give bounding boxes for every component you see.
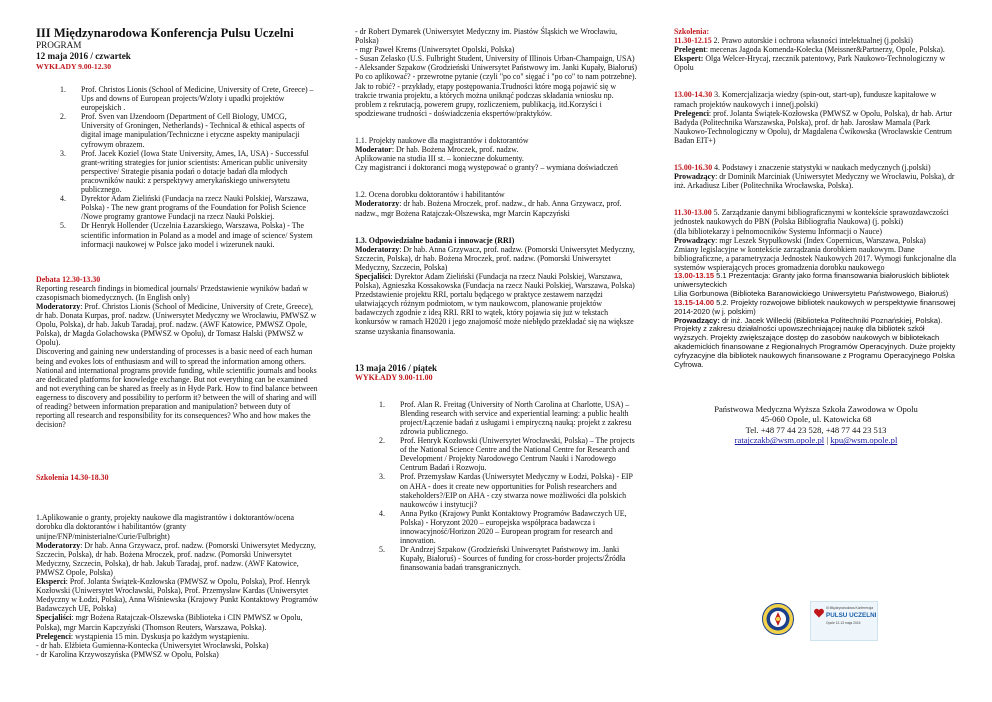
email-link-1[interactable]: ratajczakb@wsm.opole.pl <box>734 435 825 446</box>
session-1-2-moderators: Moderatorzy: dr hab. Bożena Mroczek, prof. nadzw., dr hab. Anna Grzywacz, prof. nadzw., mgr Bożena Ratajczak-Olszewska, mgr Marcin Kapczyński <box>355 199 622 218</box>
conference-logo <box>810 601 878 641</box>
program-label: PROGRAM <box>36 40 82 50</box>
session-1-1-line: Aplikowanie na studia III st. – konieczne dokumenty. <box>355 154 524 164</box>
column-right <box>674 0 958 446</box>
day2-lectures-heading: WYKŁADY 9.00-11.00 <box>355 372 433 382</box>
session-1-2-title: 1.2. Ocena dorobku doktorantów i habilitantów <box>355 190 505 200</box>
university-seal-logo <box>762 603 794 635</box>
seal-icon <box>762 603 794 635</box>
training-heading: Szkolenia 14.30-18.30 <box>36 473 109 483</box>
why-apply-text: Po co aplikować? - przewrotne pytanie (czyli "po co" sięgać i "po co" to nam potrzebne). Jak to robić? - przykłady, etapy postępowania.Trudności które mogą pojawić się w trakcie trwania projektu, a których można uniknąć podczas składania wniosku np. problem z rekrutacją, powerem grupy, rozliczeniem, publikacją, itd.Korzyści i spodziewane trudności - doświadczenia ekspertów/praktyków. <box>355 72 637 118</box>
day2-lecture-list <box>355 400 637 573</box>
column-middle <box>355 0 637 573</box>
training-4-title: 15.00-16.30 4. Podstawy i znaczenie statystyki w naukach medycznych (j.polski) <box>674 163 931 173</box>
session-1-3-title: 1.3. Odpowiedzialne badania i innowacje (RRI) <box>355 235 515 245</box>
list-item: 5. Dr Henryk Hollender (Uczelnia Łazarskiego, Warszawa, Polska) - The scientific information in Poland as a model and image of science/ System informacji naukowej w Polsce jako model i wizerunek nauki. <box>60 221 313 249</box>
list-item: 2. Prof. Henryk Kozłowski (Uniwersytet Wrocławski, Polska) – The projects of the National Science Centre and the National Centre for Research and Development / Projekty Narodowego Centrum Nauki i Narodowego Centrum Badań i Rozwoju. <box>379 436 635 473</box>
training-5-lead: Prowadzący: mgr Leszek Stypułkowski (Index Copernicus, Warszawa, Polska) <box>674 235 926 245</box>
training-5-description: Zmiany legislacyjne w kontekście zarządzania dorobkiem naukowym. Dane bibliograficzne, a parametryzacja Jednostek Naukowych 2017. Wymogi funkcjonalne dla systemów wspierających proces gromadzenia dorobku naukowego <box>674 244 957 272</box>
debate-moderators: Moderatorzy: Prof. Christos Lionis (School of Medicine, University of Crete, Greece), dr hab. Donata Kurpas, prof. nadzw. (Uniwersytet Medyczny we Wrocławiu, PMWSZ w Opolu, Polska), dr hab. Jakub Taradaj, prof. nadzw. (AWF Katowice, PMWSZ Opole, Polska), dr Magda Golachowska (PMWSZ w Opolu), dr Tomasz Halski (PMWSZ w Opolu). <box>36 301 317 348</box>
list-item: 1. Prof. Christos Lionis (School of Medicine, University of Crete, Greece) – Ups and downs of European projects/Wzloty i upadki projektów europejskich . <box>60 85 314 113</box>
list-item: 5. Dr Andrzej Szpakow (Grodzieński Uniwersytet Państwowy im. Janki Kupały, Białoruś) - Sources of funding for cross-border projects/Źródła finansowania badań transgranicznych. <box>379 545 626 573</box>
training-1-presenters: Prelegenci: wystąpienia 15 min. Dyskusja po każdym wystąpieniu. <box>36 631 250 641</box>
training-5-1-person: Lilia Gorbunowa (Biblioteka Baranowickiego Uniwersytetu Państwowego, Białoruś) <box>674 288 949 298</box>
training-5-title: 11.30-13.00 5. Zarządzanie danymi bibliograficznymi w kontekście sprawozdawczości jednostek naukowych do PBN (Polska Bibliografia Naukowa) (j. polski) <box>674 208 949 227</box>
list-item: 3. Prof. Przemysław Kardas (Uniwersytet Medyczny w Łodzi, Polska) - EIP on AHA - does it create new opportunities for Polish researchers and stakeholders?/EIP on AHA - czy stwarza nowe możliwości dla polskich naukowców i instytucji? <box>379 472 633 509</box>
session-1-3-description: Przedstawienie projektu RRI, portalu będącego w praktyce zestawem narzędzi ułatwiających różnym podmiotom, w tym naukowcom, planowanie projektów badawczych zgodnie z ideą RRI. RRI to wątek, który pojawia się już w tekstach konkursów w ramach H2020 i jego znajomość może niebłędo przekładać się na większe szanse uzyskania finansowania. <box>355 290 634 336</box>
page-title: III Międzynarodowa Konferencja Pulsu Uczelni <box>36 26 294 40</box>
training-2-title: 11.30-12.15 2. Prawo autorskie i ochrona własności intelektualnej (j.polski) <box>674 36 913 46</box>
training-2-presenter: Prelegent: mecenas Jagoda Komenda-Kołecka (Meissner&Partnerzy, Opole, Polska). <box>674 45 945 55</box>
day1-date: 12 maja 2016 / czwartek <box>36 51 131 61</box>
training-1-moderators: Moderatorzy: Dr hab. Anna Grzywacz, prof. nadzw. (Pomorski Uniwersytet Medyczny, Szczecin, Polska), dr hab. Bożena Mroczek, prof. nadzw. (Pomorski Uniwersytet Medyczny, Szczecin, Polska), dr hab. Jakub Taradaj, prof. nadzw. (AWF Katowice, PMWSZ Opole, Polska) <box>36 540 316 577</box>
session-1-1-line: Czy magistranci i doktoranci mogą występować o granty? – wymiana doświadczeń <box>355 163 618 173</box>
session-1-3-specialists: Specjaliści: Dyrektor Adam Zieliński (Fundacja na rzecz Nauki Polskiej, Warszawa, Polska), Agnieszka Kossakowska (Fundacja na rzecz Nauki Polskiej, Warszawa, Polska) <box>355 271 635 291</box>
day1-lectures-heading: WYKŁADY 9.00-12.30 <box>36 62 112 71</box>
speaker-line: - Aleksander Szpakow (Grodzieński Uniwersytet Państwowy im. Janki Kupały, Białoruś) <box>355 63 637 73</box>
list-item: 2. Prof. Sven van IJzendoorn (Department of Cell Biology, UMCG, University of Groningen, Netherlands) - Technical & ethical aspects of digital image manipulation/Techniczne i etyczne aspekty manipulacji cyfrowym obrazem. <box>60 112 305 149</box>
debate-heading: Debata 12.30-13.30 <box>36 274 101 284</box>
contact-address: 45-060 Opole, ul. Katowicka 68 <box>760 414 872 425</box>
conference-logo-top: III Międzynarodowa Konferencja <box>826 606 874 610</box>
training-5-2-lead: Prowadzący: dr inż. Jacek Willecki (Biblioteka Politechniki Poznańskiej, Polska). <box>674 315 943 325</box>
training-1-specialists: Specjaliści: mgr Bożena Ratajczak-Olszewska (Biblioteka i CIN PMWSZ w Opolu, Polska), mgr Marcin Kapczyński (Thomson Reuters, Warszawa, Polska). <box>36 613 303 632</box>
list-item: 4. Dyrektor Adam Zieliński (Fundacja na rzecz Nauki Polskiej, Warszawa, Polska) - The new grant programs of the Foundation for Polish Science /Nowe programy grantowe Fundacji na rzecz Nauki Polskiej. <box>60 194 309 222</box>
email-link-2[interactable]: kpu@wsm.opole.pl <box>830 435 898 446</box>
training-5-subtitle: (dla bibliotekarzy i pełnomocników Systemu Informacji o Nauce) <box>674 226 882 236</box>
presenter-line: - dr hab. Elżbieta Gumienna-Kontecka (Uniwersytet Wrocławski, Polska) <box>36 640 269 650</box>
training-1-title: 1.Aplikowanie o granty, projekty naukowe dla magistrantów i doktorantów/ocena dorobku dla doktorantów i habilitantów (granty unijne/FNP/ministerialne/Curie/Fulbright) <box>36 513 295 541</box>
training-2-expert: Ekspert: Olga Welcer-Hrycaj, rzecznik patentowy, Park Naukowo-Technologiczny w Opolu <box>674 54 946 73</box>
training-1-experts: Eksperci: Prof. Jolanta Świątek-Kozłowska (PMWSZ w Opolu, Polska), Prof. Henryk Kozłowski (Uniwersytet Wrocławski, Polska), Prof. Przemysław Kardas (Uniwersytet Medyczny w Łodzi, Polska), Anna Wiśniewska (Krajowy Punkt Kontaktowy Programów Badawczych UE, Polska) <box>36 577 319 614</box>
list-item: 3. Prof. Jacek Koziel (Iowa State University, Ames, IA, USA) - Successful grant-writing strategies for junior scientists: American public university perspective/ Strategie pisania podań o dotacje badań dla młodych pracowników nauki: z perspektywy amerykańskiego uniwersytetu publicznego. <box>60 148 309 195</box>
conference-logo-main: PULSU UCZELNI <box>826 612 877 619</box>
conference-logo-sub: Opole 12-13 maja 2016 <box>826 621 861 625</box>
training-4-leads: Prowadzący: dr Dominik Marciniak (Uniwersytet Medyczny we Wrocławiu, Polska), dr inż. Arkadiusz Liber (Politechnika Wrocławska, Polska). <box>674 172 955 191</box>
contact-phone: Tel. +48 77 44 23 528, +48 77 44 23 513 <box>745 424 887 435</box>
debate-description: Discovering and gaining new understanding of processes is a basic need of each human being and evokes lots of enthusiasm and will to spread the information among others. National and international programs provide funding, while scientific journals and books are dedicated platforms for knowledge exchange. But not everything can be examined and not everything can be shared as freely as in Hyde Park. How to find balance between eagerness to discovery and possibility to perform it? between the will of sharing and will of reading? between information preparation and manipulation? between duty of reporting all research and responsibility for its consequences? Who and how makes the decision? <box>36 347 318 430</box>
session-1-1-moderator: Moderator: Dr hab. Bożena Mroczek, prof. nadzw. <box>355 145 519 155</box>
day2-training-heading: Szkolenia: <box>674 27 710 36</box>
contact-block <box>674 404 958 446</box>
speaker-line: - dr Robert Dymarek (Uniwersytet Medyczny im. Piastów Śląskich we Wrocławiu, Polska) <box>355 27 618 46</box>
list-item: 4. Anna Pytko (Krajowy Punkt Kontaktowy Programów Badawczych UE, Polska) - Horyzont 2020 – europejska współpraca badawcza i innowacyjność/Horizon 2020 – European program for research and innovation. <box>379 508 627 546</box>
contact-institution: Państwowa Medyczna Wyższa Szkoła Zawodowa w Opolu <box>714 403 918 414</box>
column-left <box>36 0 320 659</box>
heart-pulse-icon <box>813 607 825 619</box>
list-item: 1. Prof. Alan R. Freitag (University of North Carolina at Charlotte, USA) –Blending research with service and experiential learning: a public health project/Łączenie badań z usługami i empiryczną nauką: projekt z zakresu zdrowia publicznego. <box>379 399 632 436</box>
day1-lecture-list <box>36 85 320 249</box>
speaker-line: - Susan Zelasko (U.S. Fulbright Student, University of Illinois Urban-Champaign, USA) <box>355 54 635 64</box>
training-5-1: 13.00-13.15 5.1 Prezentacja: Granty jako forma finansowania białoruskich bibliotek uniwersyteckich <box>674 270 950 289</box>
contact-emails: ratajczakb@wsm.opole.pl | kpu@wsm.opole.pl <box>734 435 898 446</box>
session-1-3-moderators: Moderatorzy: Dr hab. Anna Grzywacz, prof. nadzw. (Pomorski Uniwersytet Medyczny, Szczecin, Polska), dr hab. Bożena Mroczek, prof. nadzw. (Pomorski Uniwersytet Medyczny, Szczecin, Polska) <box>355 244 635 272</box>
training-3-presenters: Prelegenci: prof. Jolanta Świątek-Kozłowska (PMWSZ w Opolu, Polska), dr hab. Artur Badyda (Politechnika Warszawska, Polska), prof. dr hab. Jarosław Mamala (Park Naukowo-Technologiczny w Opolu), dr Magdalena Ćwikowska (Wrocławskie Centrum Badan EIT+) <box>674 108 953 145</box>
debate-title: Reporting research findings in biomedical journals/ Przedstawienie wyników badań w czasopismach biomedycznych. (In English only) <box>36 283 308 302</box>
training-3-title: 13.00-14.30 3. Komercjalizacja wiedzy (spin-out, start-up), fundusze kapitałowe w ramach projektów naukowych i inne(j.polski) <box>674 90 937 109</box>
training-5-2: 13.15-14.00 5.2. Projekty rozwojowe bibliotek naukowych w perspektywie finansowej 2014-2020 (w j. polskim) <box>674 297 956 316</box>
presenter-line: - dr Karolina Krzywoszyńska (PMWSZ w Opolu, Polska) <box>36 649 219 659</box>
session-1-1-title: 1.1. Projekty naukowe dla magistrantów i doktorantów <box>355 135 529 145</box>
training-5-2-description: Projekty z zakresu działalności upowszechniającej naukę dla bibliotek szkół wyższych. Projekty zwiększające dostęp do zasobów naukowych w bibliotekach akademickich finansowane z Regionalnych Programów Operacyjnych. Duże projekty cyfryzacyjne dla bibliotek naukowych finansowane z Programu Operacyjnego Polska Cyfrowa. <box>674 324 956 370</box>
speaker-line: - mgr Paweł Krems (Uniwersytet Opolski, Polska) <box>355 45 515 55</box>
day2-date: 13 maja 2016 / piątek <box>355 362 437 373</box>
